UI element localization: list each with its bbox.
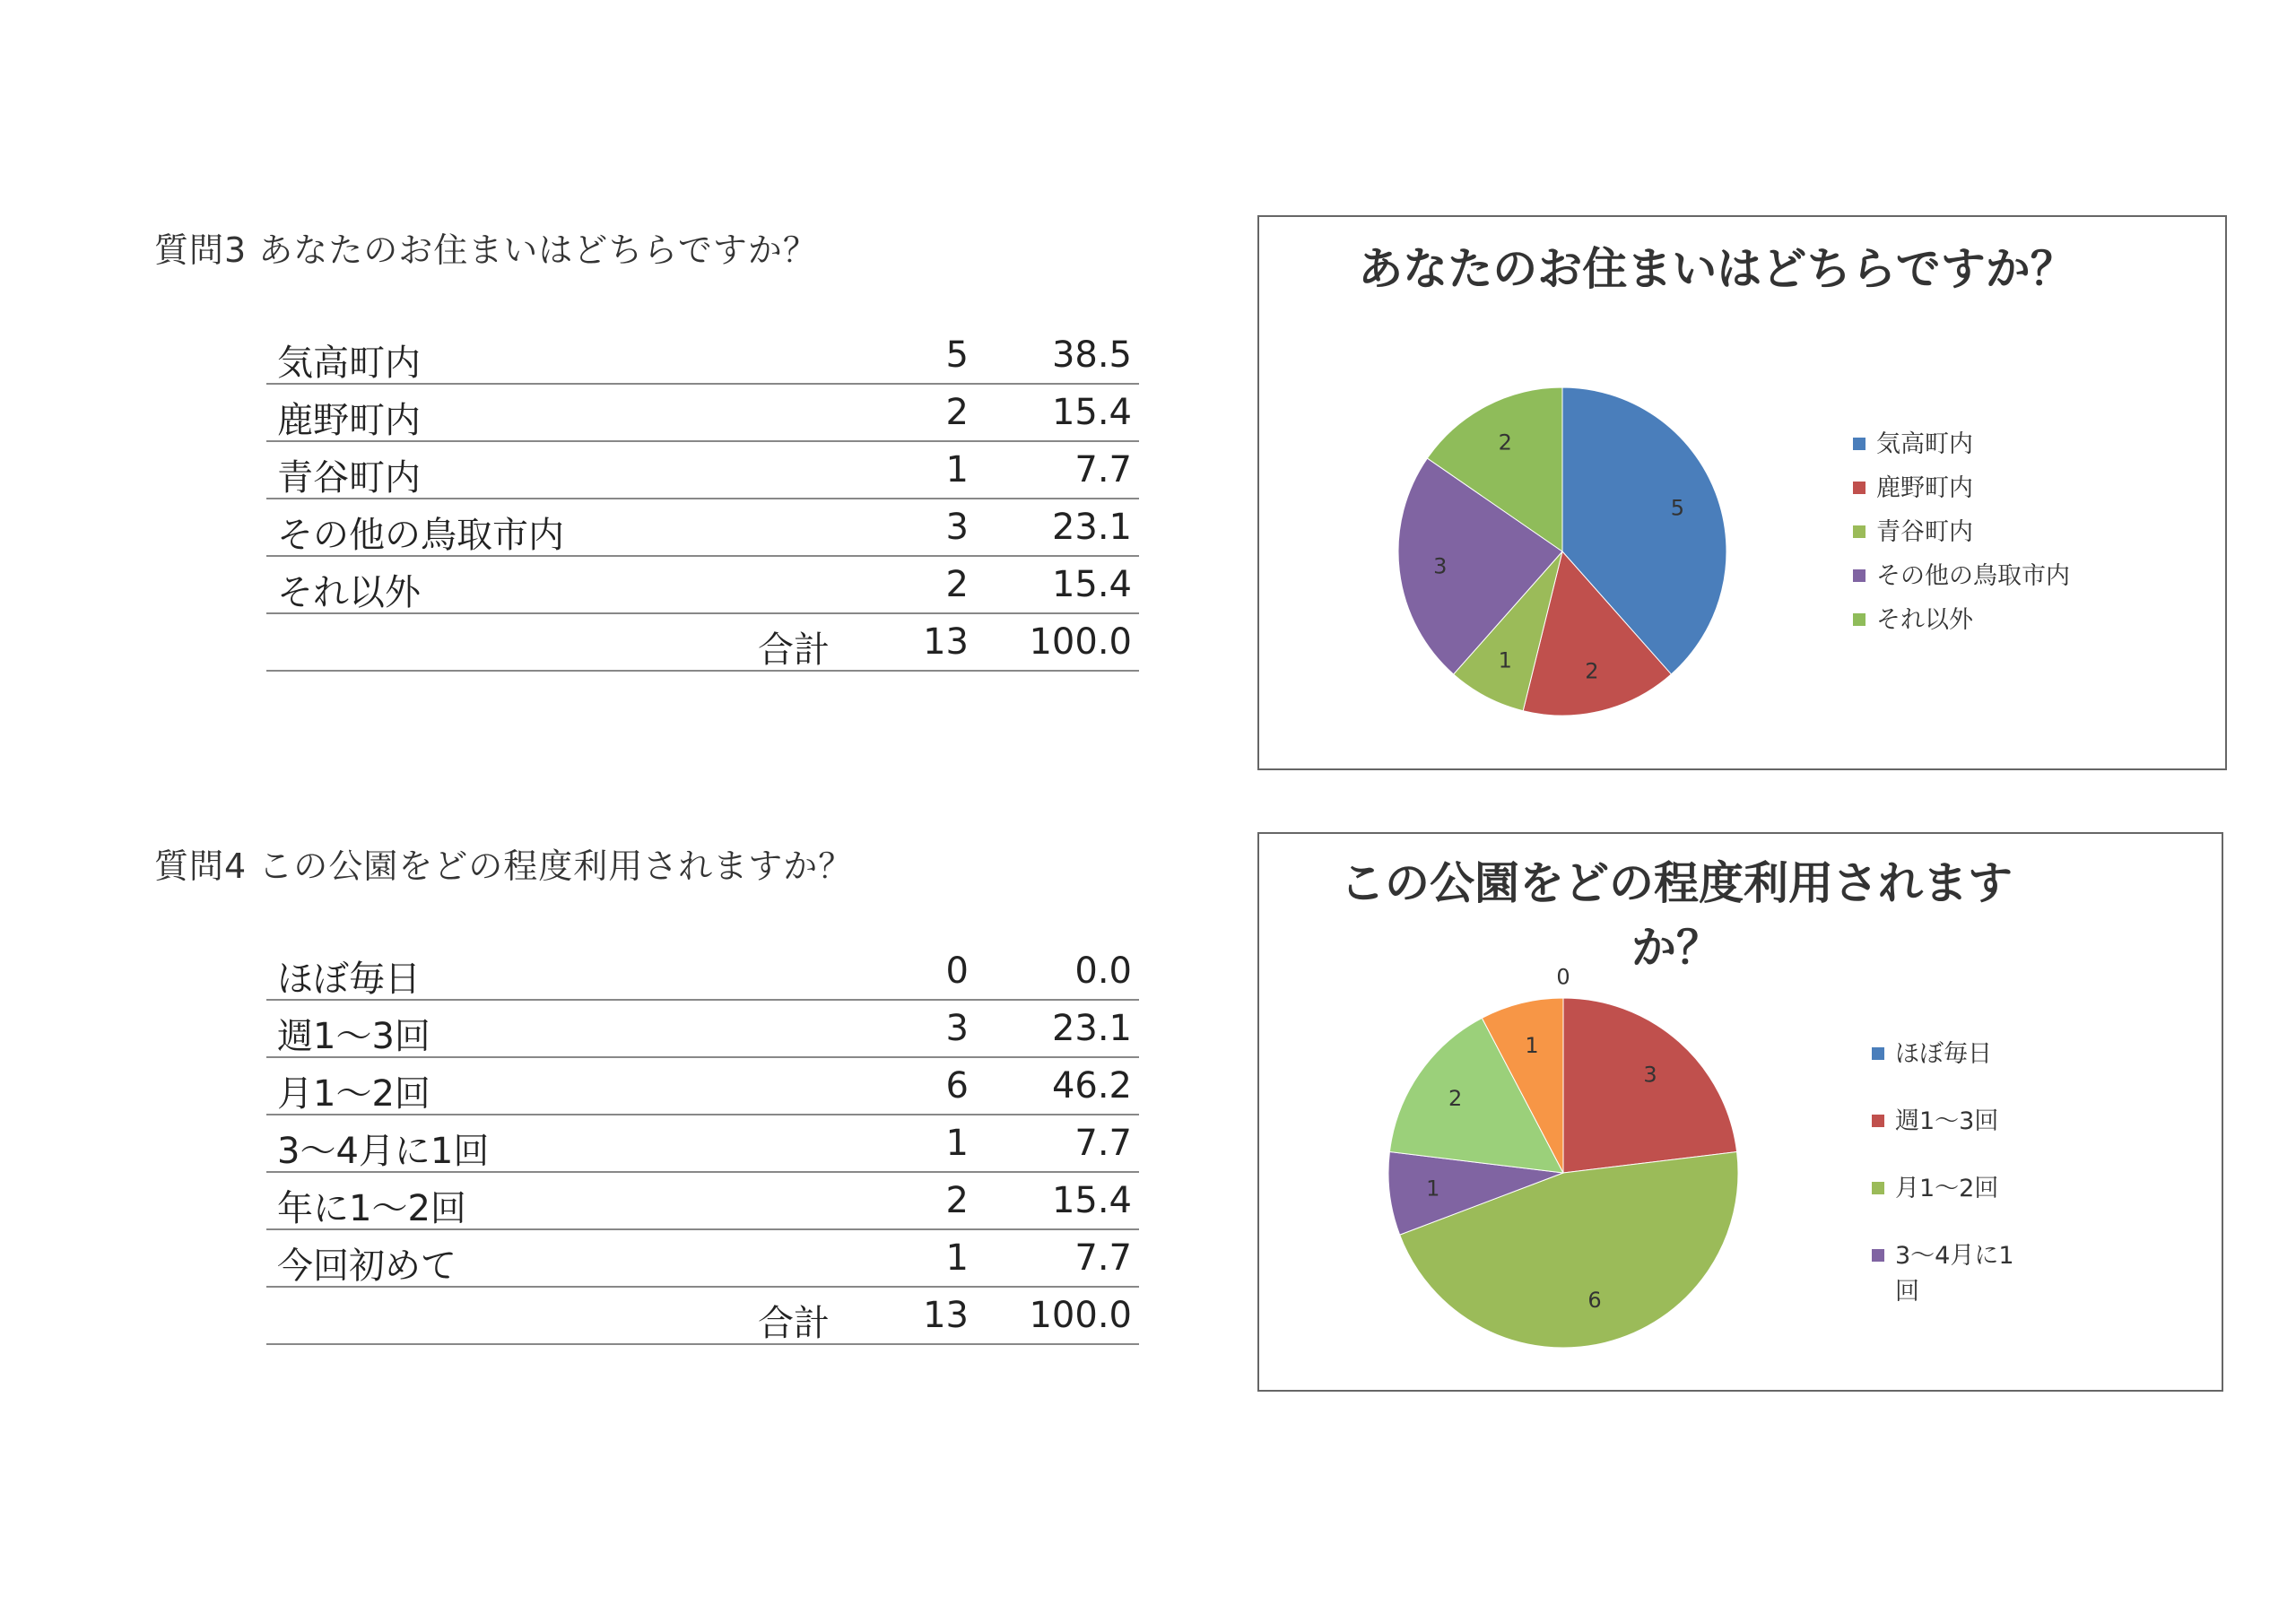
legend-label: それ以外: [1876, 606, 1973, 634]
row-count: 0: [945, 950, 969, 992]
row-percent: 23.1: [1051, 1008, 1132, 1049]
legend-swatch: [1853, 438, 1866, 450]
pie-chart-svg: [1259, 217, 2225, 768]
legend-swatch: [1872, 1249, 1884, 1262]
row-percent: 15.4: [1051, 564, 1132, 605]
row-label: それ以外: [277, 572, 421, 613]
row-label: 3～4月に1回: [277, 1131, 490, 1172]
row-percent: 0.0: [1074, 950, 1132, 992]
legend-label: 週1～3回: [1895, 1107, 1999, 1135]
legend-label: 青谷町内: [1876, 518, 1973, 546]
table-row: [266, 499, 1139, 557]
total-count: 13: [923, 1295, 969, 1336]
question-3-table: [266, 327, 1139, 672]
slice-label: 3: [1643, 1062, 1657, 1088]
slice-label: 3: [1433, 553, 1448, 579]
question-3-pie-chart: [1257, 215, 2227, 770]
question-3-title: 質問3 あなたのお住まいはどちらですか？: [154, 230, 818, 270]
chart-title: あなたのお住まいはどちらですか？: [1358, 243, 2075, 295]
row-label: 月1～2回: [277, 1073, 430, 1115]
chart-title: か？: [1631, 922, 1721, 974]
slice-label: 2: [1585, 658, 1599, 684]
row-count: 1: [945, 449, 969, 490]
legend-label: 月1～2回: [1895, 1175, 1999, 1202]
row-count: 1: [945, 1123, 969, 1164]
slice-label: 1: [1498, 647, 1512, 673]
row-label: 青谷町内: [277, 457, 421, 499]
table-row: [266, 385, 1139, 442]
total-count: 13: [923, 621, 969, 663]
pie-chart-svg: [1259, 834, 2222, 1390]
row-percent: 38.5: [1051, 334, 1132, 376]
legend-label: ほぼ毎日: [1895, 1040, 1992, 1068]
row-count: 2: [945, 392, 969, 433]
legend-label: 気高町内: [1876, 430, 1973, 458]
row-label: ほぼ毎日: [277, 959, 421, 1000]
row-percent: 7.7: [1074, 1123, 1132, 1164]
table-row: [266, 1173, 1139, 1230]
row-count: 6: [945, 1065, 969, 1107]
legend-label: 回: [1895, 1278, 1919, 1306]
total-label: 合計: [758, 629, 830, 671]
question-4-pie-chart: [1257, 832, 2223, 1392]
chart-title: この公園をどの程度利用されます: [1340, 857, 2013, 909]
row-percent: 7.7: [1074, 449, 1132, 490]
table-total-row: [266, 1288, 1139, 1345]
question-4-table: [266, 943, 1139, 1345]
row-label: 週1～3回: [277, 1016, 430, 1057]
row-percent: 7.7: [1074, 1237, 1132, 1279]
legend-swatch: [1853, 569, 1866, 582]
legend-swatch: [1872, 1182, 1884, 1194]
legend-swatch: [1853, 525, 1866, 538]
legend-swatch: [1872, 1115, 1884, 1127]
table-row: [266, 442, 1139, 499]
slice-label: 6: [1587, 1288, 1602, 1314]
table-row: [266, 1115, 1139, 1173]
question-4-title: 質問4 この公園をどの程度利用されますか？: [154, 846, 854, 886]
table-row: [266, 327, 1139, 385]
row-label: 年に1～2回: [277, 1188, 466, 1229]
slice-label: 1: [1426, 1176, 1440, 1202]
row-count: 5: [945, 334, 969, 376]
row-percent: 15.4: [1051, 1180, 1132, 1221]
legend-label: 3～4月に1: [1895, 1242, 2014, 1270]
slice-label: 5: [1670, 495, 1684, 521]
table-total-row: [266, 614, 1139, 672]
total-label: 合計: [758, 1303, 830, 1344]
row-count: 2: [945, 564, 969, 605]
total-percent: 100.0: [1029, 1295, 1132, 1336]
legend-swatch: [1853, 482, 1866, 494]
row-label: 今回初めて: [277, 1245, 457, 1287]
row-percent: 23.1: [1051, 507, 1132, 548]
row-count: 1: [945, 1237, 969, 1279]
row-label: 気高町内: [277, 343, 421, 384]
slice-label: 2: [1498, 430, 1512, 456]
slice-label: 0: [1556, 964, 1570, 990]
legend-swatch: [1872, 1047, 1884, 1060]
row-label: その他の鳥取市内: [277, 515, 564, 556]
legend-swatch: [1853, 613, 1866, 626]
slice-label: 1: [1525, 1032, 1539, 1058]
table-row: [266, 1001, 1139, 1058]
table-row: [266, 1058, 1139, 1115]
slice-label: 2: [1448, 1085, 1463, 1111]
table-row: [266, 557, 1139, 614]
row-count: 3: [945, 1008, 969, 1049]
row-percent: 15.4: [1051, 392, 1132, 433]
table-row: [266, 943, 1139, 1001]
row-percent: 46.2: [1051, 1065, 1132, 1107]
legend-label: 鹿野町内: [1876, 474, 1973, 502]
row-label: 鹿野町内: [277, 400, 421, 441]
row-count: 2: [945, 1180, 969, 1221]
table-row: [266, 1230, 1139, 1288]
total-percent: 100.0: [1029, 621, 1132, 663]
row-count: 3: [945, 507, 969, 548]
legend-label: その他の鳥取市内: [1876, 562, 2070, 590]
